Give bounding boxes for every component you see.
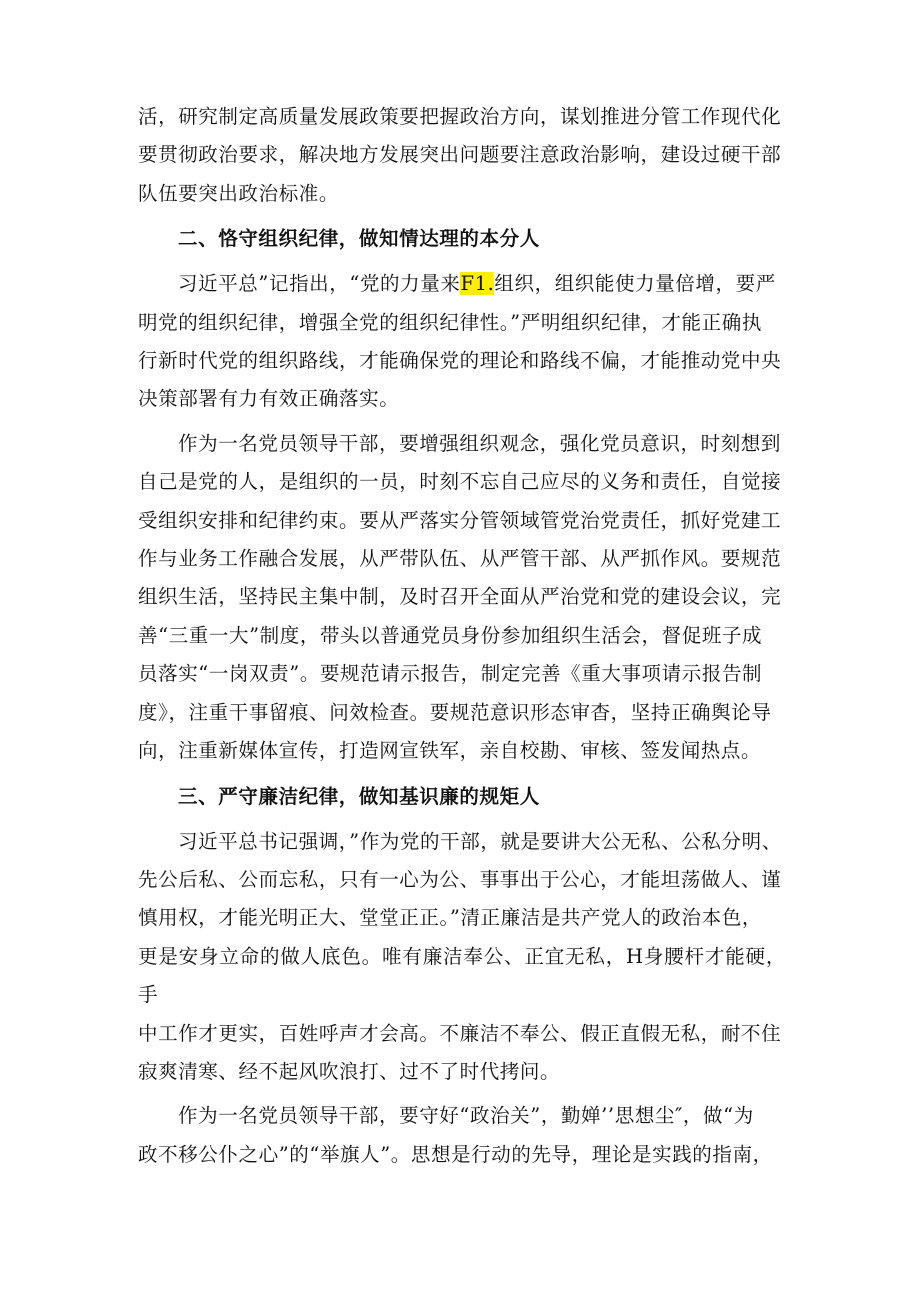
text-line: 明党的组织纪律，增强全党的组织纪律性。”严明组织纪律，才能正确执 bbox=[138, 310, 762, 334]
paragraph-4 bbox=[138, 823, 786, 1092]
text-line: 作为一名党员领导干部，要增强组织观念，强化党员意识，时刻想到 bbox=[178, 431, 782, 455]
paragraph-3 bbox=[138, 425, 786, 771]
text-line bbox=[138, 265, 786, 303]
paragraph-1 bbox=[138, 98, 786, 213]
text-line: 行新时代党的组织路线，才能确保党的理论和路线不偏，才能推动党中央 bbox=[138, 349, 782, 373]
text-line: 中工作才更实，百姓呼声才会高。不廉洁不奉公、假正直假无私，耐不住 bbox=[138, 1021, 782, 1045]
text-line: 受组织安排和纪律约束。要从严落实分管领域管党治党责任，抓好党建工 bbox=[138, 508, 782, 532]
text-line: 更是安身立命的做人底色。唯有廉洁奉公、正宜无私，H身腰杆才能硬，手 bbox=[138, 944, 786, 1007]
text-line: 组织生活，坚持民主集中制，及时召开全面从严治党和党的建设会议，完 bbox=[138, 585, 782, 609]
section-heading-3: 三、严守廉洁纪律，做知基识廉的规矩人 bbox=[178, 784, 540, 808]
text-line: 政不移公仆之心”的“举旗人”。思想是行动的先导，理论是实践的指南， bbox=[138, 1142, 773, 1166]
highlighted-text: F1. bbox=[460, 272, 495, 296]
text-line: 度》，注重干事留痕、问效检查。要规范意识形态审杳，坚持正确舆论导 bbox=[138, 700, 772, 724]
text-line: 决策部署有力有效正确落实。 bbox=[138, 387, 400, 411]
text-line: 习近平总书记强调，”作为党的干部，就是要讲大公无私、公私分明、 bbox=[178, 829, 782, 853]
text-line: 善“三重一大”制度，带头以普通党员身份参加组织生活会，督促班子成 bbox=[138, 623, 763, 647]
text-line: 寂爽清寒、经不起风吹浪打、过不了时代拷问。 bbox=[138, 1059, 561, 1083]
text-line: 活，研究制定高质量发展政策要把握政治方向，谋划推进分管工作现代化 bbox=[138, 105, 782, 128]
text-line: 先公后私、公而忘私，只有一心为公、事事出于公心，才能坦荡做人、谨 bbox=[138, 867, 782, 891]
text-line: 慎用权，才能光明正大、堂堂正正。”清正廉洁是共产党人的政治本色， bbox=[138, 906, 762, 930]
paragraph-5 bbox=[138, 1097, 786, 1174]
text-span: 组织，组织能使力量倍增，要严 bbox=[494, 272, 776, 296]
text-line: 作与业务工作融合发展，从严带队伍、从严管干部、从严抓作风。要规范 bbox=[138, 547, 782, 571]
text-line: 要贯彻政治要求，解决地方发展突出问题要注意政治影响，建设过硬干部 bbox=[138, 143, 782, 167]
text-span: 习近平总”记指出，“党的力量来 bbox=[178, 272, 461, 296]
text-line: 自己是党的人，是组织的一员，时刻不忘自己应尽的义务和责任，自觉接 bbox=[138, 470, 782, 494]
text-line: 向，注重新媒体宣传，打造网宣铁军，亲自校勘、审核、签发闻热点。 bbox=[138, 739, 762, 763]
paragraph-2 bbox=[138, 265, 786, 419]
text-line: 作为一名党员领导干部，要守好“政治关”，勤婵’’思想尘″，做“为 bbox=[178, 1104, 754, 1128]
text-line: 员落实“一岗双责”。要规范请示报告，制定完善《重大事项请示报告制 bbox=[138, 662, 763, 686]
document-body bbox=[138, 98, 786, 1174]
section-heading-2: 二、恪守组织纪律，做知情达理的本分人 bbox=[178, 227, 540, 251]
text-line: 队伍要突出政治标准。 bbox=[138, 181, 340, 205]
